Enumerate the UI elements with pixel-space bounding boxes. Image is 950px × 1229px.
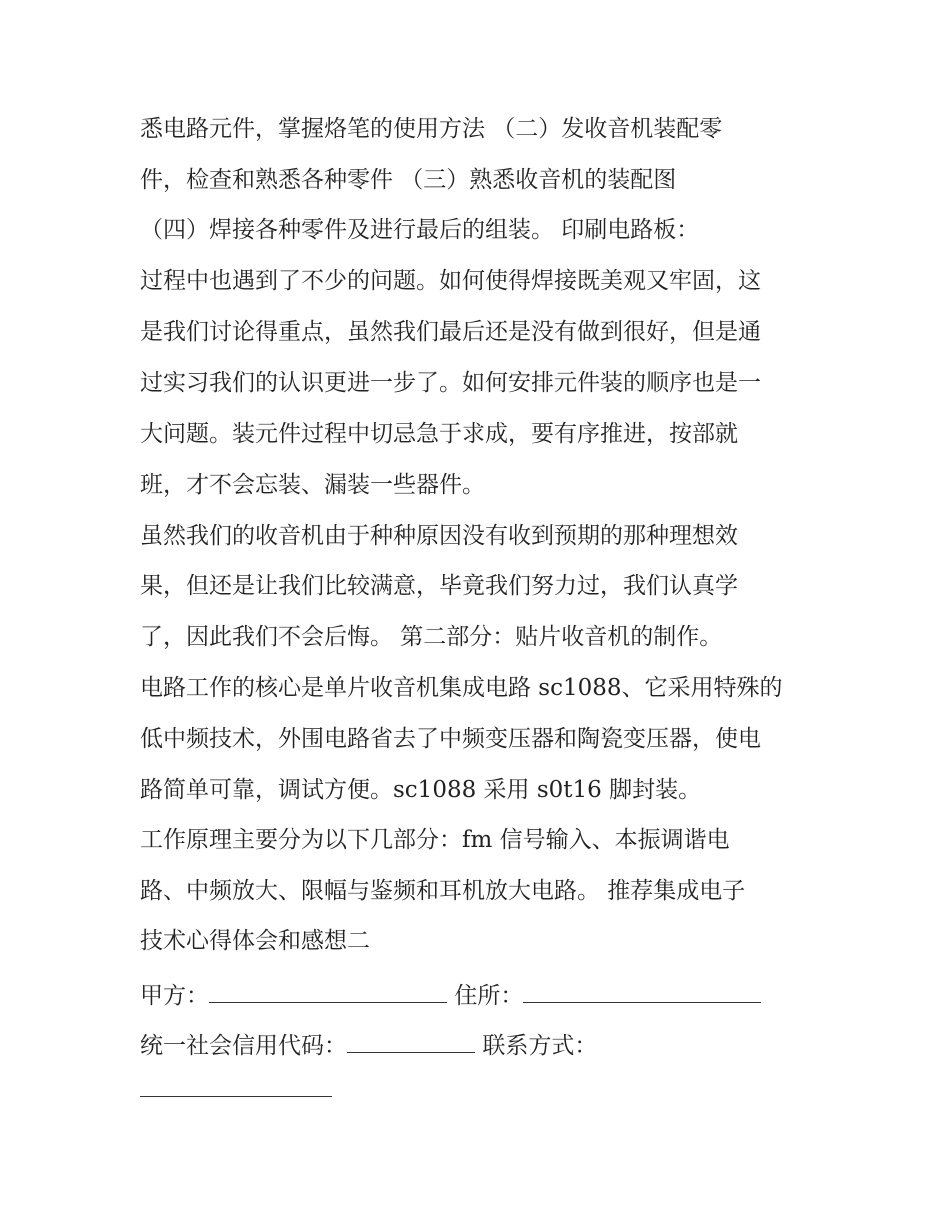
paragraph-line: （四）焊接各种零件及进行最后的组装。 印刷电路板： [140,217,700,243]
contact-blank[interactable] [140,1096,332,1097]
paragraph-line: 班，才不会忘装、漏装一些器件。 [140,472,485,498]
contact-label: 联系方式： [482,1033,598,1059]
party-a-row [140,980,761,1011]
address-blank[interactable] [523,980,761,1003]
credit-code-label: 统一社会信用代码： [140,1033,347,1059]
paragraph-line: 件，检查和熟悉各种零件 （三）熟悉收音机的装配图 [140,167,677,193]
credit-code-blank[interactable] [347,1030,475,1053]
credit-code-row [140,1030,597,1061]
paragraph-line: 过实习我们的认识更进一步了。如何安排元件装的顺序也是一 [140,370,761,396]
party-a-blank[interactable] [209,980,447,1003]
paragraph-line: 大问题。装元件过程中切忌急于求成，要有序推进，按部就 [140,421,738,447]
party-a-label: 甲方： [140,983,209,1009]
paragraph-line: 路、中频放大、限幅与鉴频和耳机放大电路。 推荐集成电子 [140,878,746,904]
paragraph-line: 过程中也遇到了不少的问题。如何使得焊接既美观又牢固，这 [140,268,761,294]
paragraph-line: 了，因此我们不会后悔。 第二部分：贴片收音机的制作。 [140,624,723,650]
paragraph-line: 路简单可靠，调试方便。sc1088 采用 s0t16 脚封装。 [140,777,702,803]
paragraph-line: 虽然我们的收音机由于种种原因没有收到预期的那种理想效 [140,523,738,549]
address-label: 住所： [454,983,524,1009]
paragraph-line: 果，但还是让我们比较满意，毕竟我们努力过，我们认真学 [140,573,738,599]
paragraph-line: 技术心得体会和感想二 [140,928,370,954]
paragraph-line: 是我们讨论得重点，虽然我们最后还是没有做到很好，但是通 [140,319,761,345]
paragraph-line: 工作原理主要分为以下几部分：fm 信号输入、本振调谐电 [140,827,730,853]
paragraph-line: 低中频技术，外围电路省去了中频变压器和陶瓷变压器，使电 [140,726,761,752]
paragraph-line: 悉电路元件，掌握烙笔的使用方法 （二）发收音机装配零 [140,116,723,142]
paragraph-line: 电路工作的核心是单片收音机集成电路 sc1088、它采用特殊的 [140,675,783,701]
